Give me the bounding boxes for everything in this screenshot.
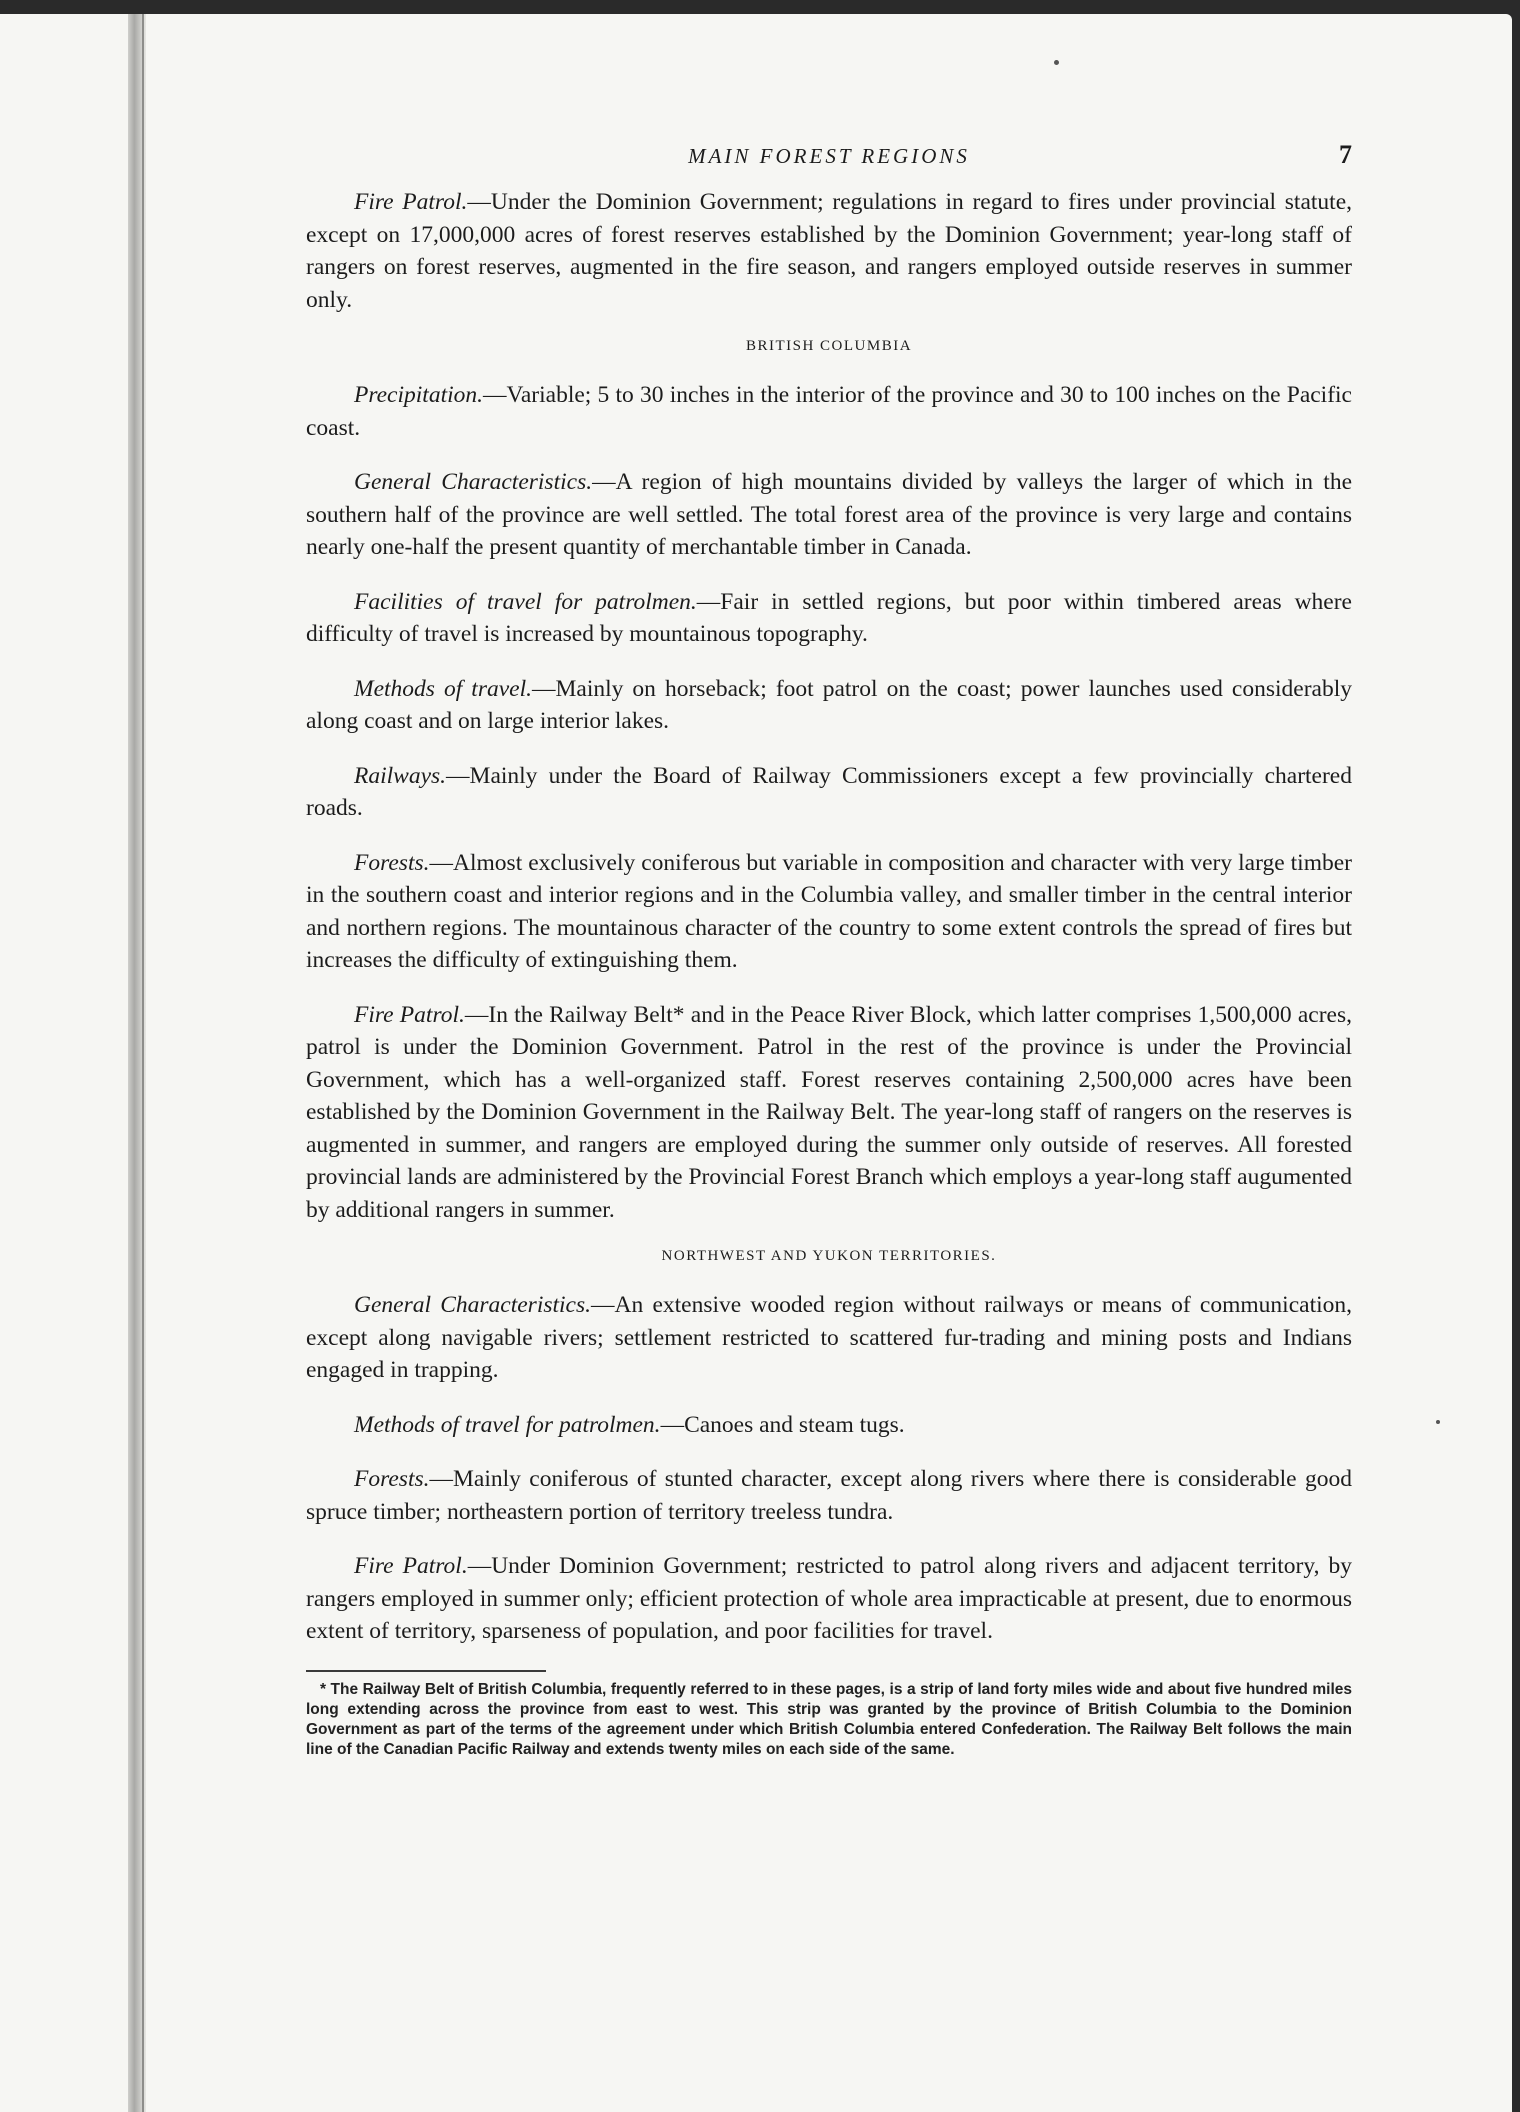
paragraph-precipitation bbox=[306, 379, 1352, 444]
paragraph-facilities-of-travel bbox=[306, 586, 1352, 651]
paragraph-text: —Canoes and steam tugs. bbox=[660, 1411, 905, 1438]
paragraph-lead: Railways. bbox=[354, 762, 447, 789]
paragraph-text: —In the Railway Belt* and in the Peace River Block, which latter comprises 1,500,000 acres, patrol is under the Dominion Government. Patrol in the rest of the province is under the Provincial Government, which has a well-organized staff. Forest reserves containing 2,500,000 acres have been established by the Dominion Government in the Railway Belt. The year-long staff of rangers on the reserves is augmented in summer, and rangers are employed during the summer only outside of reserves. All forested provincial lands are administered by the Provincial Forest Branch which employs a year-long staff augumented by additional rangers in summer. bbox=[306, 1001, 1352, 1223]
paragraph-text: —Variable; 5 to 30 inches in the interior of the province and 30 to 100 inches on the Pacific coast. bbox=[306, 382, 1352, 441]
scan-speck bbox=[1436, 1420, 1440, 1424]
paragraph-text: —Almost exclusively coniferous but variable in composition and character with very large timber in the southern coast and interior regions and in the Columbia valley, and smaller timber in the central interior and northern regions. The mountainous character of the country to some extent controls the spread of fires but increases the difficulty of extinguishing them. bbox=[306, 849, 1352, 973]
paragraph-text: —Fair in settled regions, but poor within timbered areas where difficulty of travel is increased by mountainous topography. bbox=[306, 588, 1352, 647]
paragraph-text: —Under Dominion Government; restricted to patrol along rivers and adjacent territory, by rangers employed in summer only; efficient protection of whole area impracticable at present, due to enormous extent of territory, sparseness of population, and poor facilities for travel. bbox=[306, 1553, 1352, 1644]
paragraph-lead: Fire Patrol. bbox=[354, 1001, 465, 1028]
paragraph-lead: Methods of travel for patrolmen. bbox=[354, 1411, 661, 1438]
section-northwest-yukon bbox=[306, 1248, 1352, 1648]
paragraph-lead: Facilities of travel for patrolmen. bbox=[354, 588, 697, 615]
paragraph-lead: Forests. bbox=[354, 1466, 430, 1492]
paragraph-lead: Forests. bbox=[354, 849, 430, 876]
paragraph-text: —Mainly on horseback; foot patrol on the coast; power launches used considerably along coast and on large interior lakes. bbox=[306, 675, 1352, 734]
paragraph-text: —Under the Dominion Government; regulations in regard to fires under provincial statute, except on 17,000,000 acres of forest reserves established by the Dominion Government; year-long staff of rangers on forest reserves, augmented in the fire season, and rangers employed outside reserves in summer only. bbox=[306, 189, 1353, 313]
paragraph-railways bbox=[306, 760, 1352, 825]
paragraph-methods-of-travel bbox=[306, 673, 1352, 738]
paragraph-fire-patrol bbox=[306, 1550, 1352, 1648]
paragraph-lead: Fire Patrol. bbox=[354, 1553, 468, 1579]
binding-edge-line bbox=[142, 14, 144, 2112]
paragraph-text: —An extensive wooded region without railways or means of communication, except along navigable rivers; settlement restricted to scattered fur-trading and mining posts and Indians engaged in trapping. bbox=[306, 1292, 1352, 1383]
scan-speck bbox=[1054, 60, 1059, 65]
section-heading: BRITISH COLUMBIA bbox=[745, 338, 913, 354]
paragraph-general-characteristics bbox=[306, 1289, 1352, 1387]
paragraph-fire-patrol bbox=[306, 999, 1352, 1227]
paragraph-methods-of-travel bbox=[306, 1409, 1352, 1442]
paragraph-lead: General Characteristics. bbox=[354, 1292, 592, 1318]
page-number: 7 bbox=[1339, 140, 1352, 169]
paragraph-text: —Mainly coniferous of stunted character, except along rivers where there is considerable good spruce timber; northeastern portion of territory treeless tundra. bbox=[306, 1466, 1352, 1525]
paragraph-fire-patrol-intro bbox=[306, 186, 1352, 316]
paragraph-forests bbox=[306, 847, 1352, 977]
section-heading: NORTHWEST AND YUKON TERRITORIES. bbox=[661, 1248, 997, 1264]
paragraph-lead: Fire Patrol. bbox=[354, 189, 468, 215]
footnote-rule bbox=[306, 1670, 546, 1672]
paragraph-lead: General Characteristics. bbox=[354, 469, 593, 495]
paragraph-text: —A region of high mountains divided by valleys the larger of which in the southern half of the province are well settled. The total forest area of the province is very large and contains nearly one-half the present quantity of merchantable timber in Canada. bbox=[306, 469, 1352, 560]
section-british-columbia bbox=[306, 338, 1352, 1226]
paragraph-text: —Mainly under the Board of Railway Commissioners except a few provincially chartered roads. bbox=[306, 762, 1352, 821]
footnote: * The Railway Belt of British Columbia, frequently referred to in these pages, is a strip of land forty miles wide and about five hundred miles long extending across the province from east to west. This strip was granted by the province of British Columbia to the Dominion Government as part of the terms of the agreement under which British Columbia entered Confederation. The Railway Belt follows the main line of the Canadian Pacific Railway and extends twenty miles on each side of the same. bbox=[306, 1680, 1352, 1758]
running-title: MAIN FOREST REGIONS bbox=[688, 144, 970, 168]
paragraph-forests bbox=[306, 1463, 1352, 1528]
paragraph-general-characteristics bbox=[306, 466, 1352, 564]
paragraph-lead: Precipitation. bbox=[354, 382, 484, 408]
paragraph-lead: Methods of travel. bbox=[354, 675, 532, 702]
running-header bbox=[306, 140, 1352, 186]
page-text-column bbox=[306, 140, 1352, 1760]
